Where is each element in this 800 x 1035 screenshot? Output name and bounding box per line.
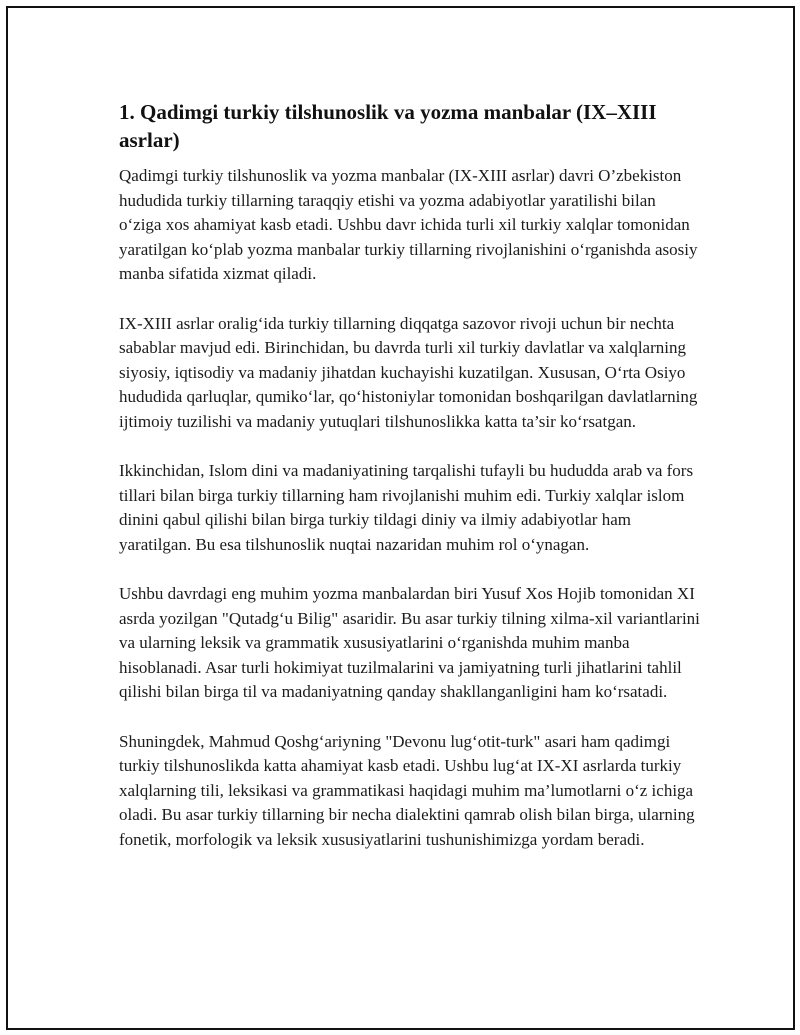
paragraph-islam: Ikkinchidan, Islom dini va madaniyatining tarqalishi tufayli bu hududda arab va fors tillari bilan birga turkiy tillarning ham rivojlanishi muhim edi. Turkiy xalqlar islom dinini qabul qilishi bilan birga turkiy tildagi diniy va ilmiy adabiyotlar ham yaratilgan. Bu esa tilshunoslik nuqtai nazaridan muhim rol o‘ynagan. <box>119 461 694 554</box>
paragraph-intro: Qadimgi turkiy tilshunoslik va yozma manbalar (IX-XIII asrlar) davri O’zbekiston hududida turkiy tillarning taraqqiy etishi va yozma adabiyotlar yaratilishi bilan o‘ziga xos ahamiyat kasb etadi. Ushbu davr ichida turli xil turkiy xalqlar tomonidan yaratilgan ko‘plab yozma manbalar turkiy tillarning rivojlanishini o‘rganishda asosiy manba sifatida xizmat qiladi. <box>119 166 698 283</box>
paragraph-devonu-lugotit-turk: Shuningdek, Mahmud Qoshg‘ariyning "Devonu lug‘otit-turk" asari ham qadimgi turkiy tilshunoslikda katta ahamiyat kasb etadi. Ushbu lug‘at IX-XI asrlarda turkiy xalqlarning tili, leksikasi va grammatikasi haqidagi muhim ma’lumotlarni o‘z ichiga oladi. Bu asar turkiy tillarning bir necha dialektini qamrab olish bilan birga, ularning fonetik, morfologik va leksik xususiyatlarini tushunishimizga yordam beradi. <box>119 731 695 849</box>
document-body <box>119 98 701 877</box>
paragraph-qutadgu-bilig: Ushbu davrdagi eng muhim yozma manbalardan biri Yusuf Xos Hojib tomonidan XI asrda yozilgan "Qutadg‘u Bilig" asaridir. Bu asar turkiy tilning xilma-xil variantlarini va ularning leksik va grammatik xususiyatlarini o‘rganishda muhim manba hisoblanadi. Asar turli hokimiyat tuzilmalarini va jamiyatning turli jihatlarini tahlil qilishi bilan birga til va madaniyatning qanday shakllanganligini ham ko‘rsatadi. <box>119 584 700 701</box>
document-page <box>6 6 795 1030</box>
paragraph-reasons: IX-XIII asrlar oralig‘ida turkiy tillarning diqqatga sazovor rivoji uchun bir nechta sabablar mavjud edi. Birinchidan, bu davrda turli xil turkiy davlatlar va xalqlarning siyosiy, iqtisodiy va madaniy jihatdan kuchayishi kuzatilgan. Xususan, O‘rta Osiyo hududida qarluqlar, qumiko‘lar, qo‘histoniylar tomonidan boshqarilgan davlatlarning ijtimoiy tuzilishi va madaniy yutuqlari tilshunoslikka katta ta’sir ko‘rsatgan. <box>119 313 698 431</box>
section-heading: 1. Qadimgi turkiy tilshunoslik va yozma manbalar (IX–XIII asrlar) <box>119 100 657 152</box>
